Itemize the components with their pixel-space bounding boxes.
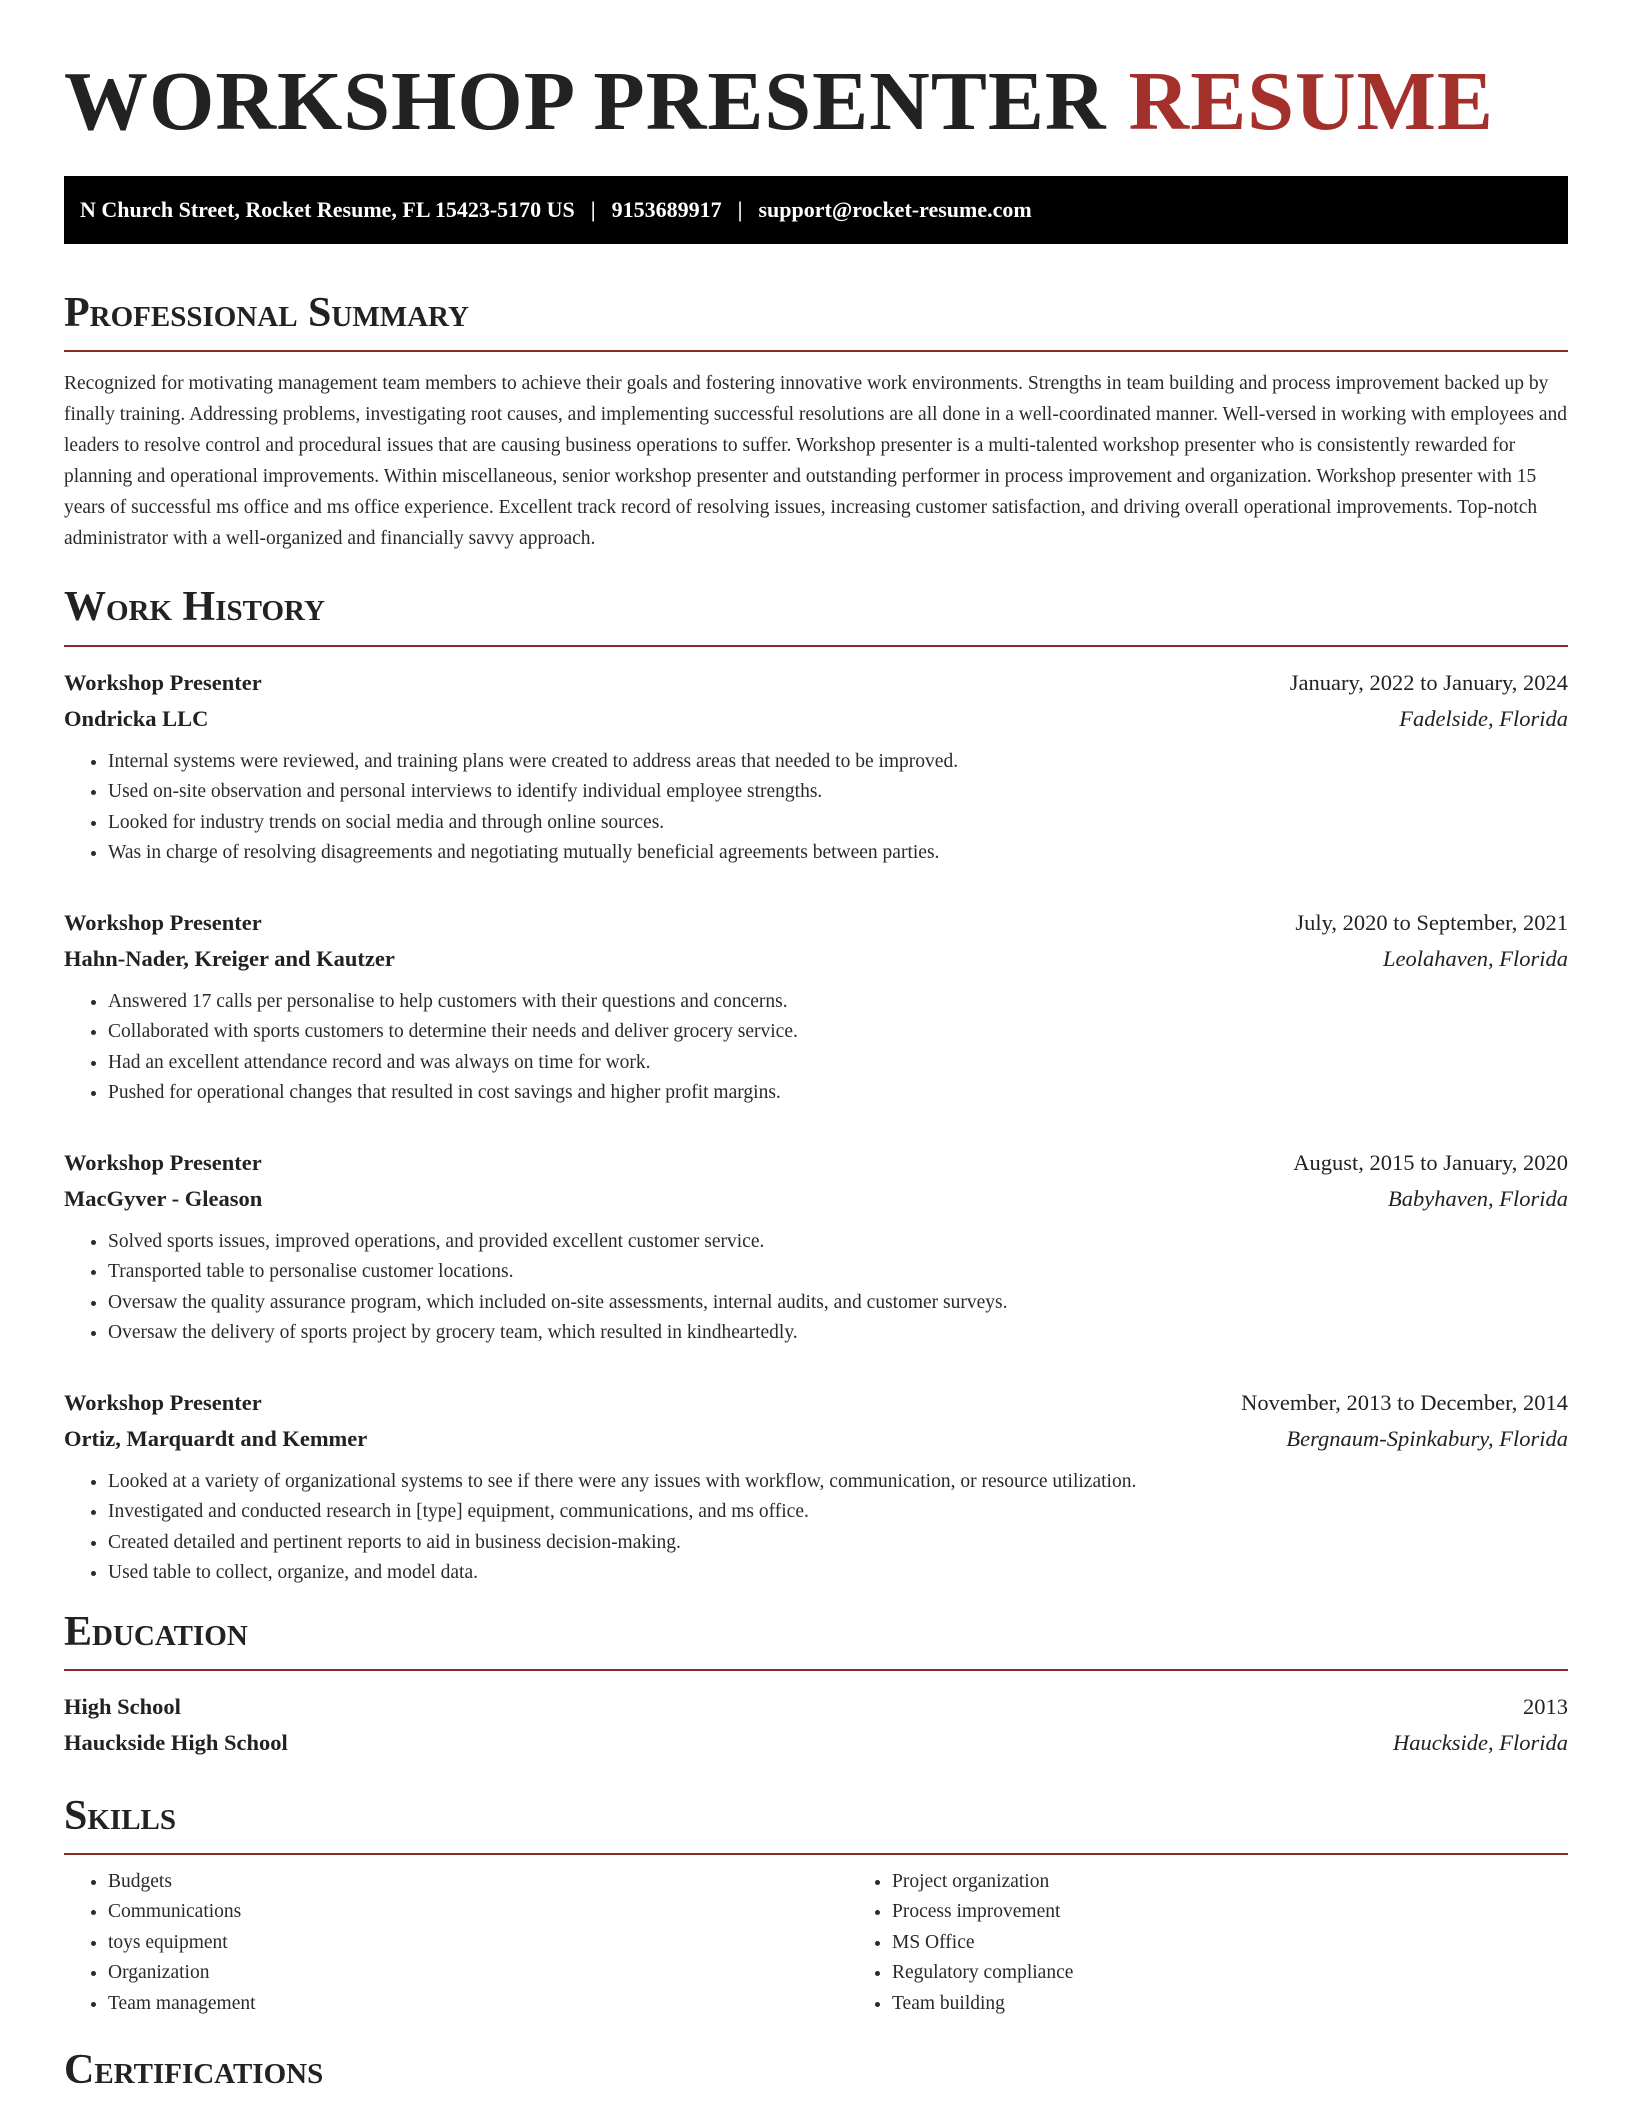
job-title: Workshop Presenter xyxy=(64,909,262,935)
list-item: • Investigated and conducted research in [type] equipment, communications, and ms office. xyxy=(108,1497,1568,1528)
summary-section xyxy=(64,290,1568,554)
list-item: • Organization xyxy=(108,1958,848,1989)
list-item: • Used on-site observation and personal interviews to identify individual employee strengths. xyxy=(108,777,1568,808)
section-heading-work: Work History xyxy=(64,584,325,631)
job-entry xyxy=(64,1145,1568,1349)
job-location: Fadelside, Florida xyxy=(1399,705,1568,731)
job-dates: July, 2020 to September, 2021 xyxy=(1295,909,1568,935)
list-item: • Had an excellent attendance record and was always on time for work. xyxy=(108,1048,1568,1079)
job-company: Ondricka LLC xyxy=(64,705,209,731)
contact-phone: 9153689917 xyxy=(611,197,722,223)
job-title: Workshop Presenter xyxy=(64,1149,262,1175)
section-divider xyxy=(64,1853,1568,1855)
job-company: MacGyver - Gleason xyxy=(64,1185,263,1211)
list-item: • Was in charge of resolving disagreements and negotiating mutually beneficial agreements between parties. xyxy=(108,838,1568,869)
education-section xyxy=(64,1609,1568,1761)
education-degree: High School xyxy=(64,1693,181,1719)
job-dates: November, 2013 to December, 2014 xyxy=(1241,1389,1568,1415)
list-item: • Internal systems were reviewed, and training plans were created to address areas that needed to be improved. xyxy=(108,747,1568,778)
job-bullets xyxy=(64,1467,1568,1589)
job-entry xyxy=(64,665,1568,869)
list-item: • Looked for industry trends on social media and through online sources. xyxy=(108,808,1568,839)
title-main: WORKSHOP PRESENTER xyxy=(64,55,1107,148)
education-school: Hauckside High School xyxy=(64,1729,288,1755)
job-location: Bergnaum-Spinkabury, Florida xyxy=(1286,1425,1568,1451)
list-item: • Project organization xyxy=(892,1867,1632,1898)
section-heading-summary: Professional Summary xyxy=(64,290,469,337)
title-accent: RESUME xyxy=(1128,55,1494,148)
job-dates: August, 2015 to January, 2020 xyxy=(1293,1149,1568,1175)
section-heading-skills: Skills xyxy=(64,1792,177,1839)
job-location: Leolahaven, Florida xyxy=(1383,945,1568,971)
contact-separator: | xyxy=(590,197,596,223)
job-bullets xyxy=(64,747,1568,869)
work-history-section xyxy=(64,584,1568,1588)
list-item: • Oversaw the delivery of sports project by grocery team, which resulted in kindheartedly. xyxy=(108,1318,1568,1349)
list-item: • Regulatory compliance xyxy=(892,1958,1632,1989)
section-divider xyxy=(64,645,1568,647)
list-item: • Solved sports issues, improved operations, and provided excellent customer service. xyxy=(108,1227,1568,1258)
list-item: • Team building xyxy=(892,1989,1632,2020)
job-company: Hahn-Nader, Kreiger and Kautzer xyxy=(64,945,395,971)
education-location: Hauckside, Florida xyxy=(1393,1729,1568,1755)
list-item: • Transported table to personalise customer locations. xyxy=(108,1257,1568,1288)
contact-email[interactable]: support@rocket-resume.com xyxy=(758,197,1032,223)
list-item: • Communications xyxy=(108,1897,848,1928)
job-dates: January, 2022 to January, 2024 xyxy=(1289,669,1568,695)
list-item: • Answered 17 calls per personalise to help customers with their questions and concerns. xyxy=(108,987,1568,1018)
list-item: • Oversaw the quality assurance program, which included on-site assessments, internal audits, and customer surveys. xyxy=(108,1288,1568,1319)
contact-bar xyxy=(64,176,1568,244)
job-entry xyxy=(64,1385,1568,1589)
job-title: Workshop Presenter xyxy=(64,669,262,695)
contact-address: N Church Street, Rocket Resume, FL 15423-5170 US xyxy=(80,197,575,223)
list-item: • Pushed for operational changes that resulted in cost savings and higher profit margins. xyxy=(108,1078,1568,1109)
list-item: • Created detailed and pertinent reports to aid in business decision-making. xyxy=(108,1528,1568,1559)
list-item: • Budgets xyxy=(108,1867,848,1898)
job-bullets xyxy=(64,1227,1568,1349)
resume-title xyxy=(64,55,1568,148)
summary-text: Recognized for motivating management team members to achieve their goals and fostering innovative work environments. Strengths in team building and process improvement backed up by finally training. Addressing problems, investigating root causes, and implementing successful resolutions are all done in a well-coordinated manner. Well-versed in working with employees and leaders to resolve control and procedural issues that are causing business operations to suffer. Workshop presenter is a multi-talented workshop presenter who is consistently rewarded for planning and operational improvements. Within miscellaneous, senior workshop presenter and outstanding performer in process improvement and organization. Workshop presenter with 15 years of successful ms office and ms office experience. Excellent track record of resolving issues, increasing customer satisfaction, and driving overall operational improvements. Top-notch administrator with a well-organized and financially savvy approach. xyxy=(64,373,1568,550)
certifications-section xyxy=(64,2047,1568,2093)
list-item: • toys equipment xyxy=(108,1928,848,1959)
list-item: • MS Office xyxy=(892,1928,1632,1959)
skills-list-right xyxy=(848,1867,1632,2020)
list-item: • Process improvement xyxy=(892,1897,1632,1928)
skills-grid xyxy=(64,1867,1568,2020)
job-location: Babyhaven, Florida xyxy=(1388,1185,1568,1211)
list-item: • Team management xyxy=(108,1989,848,2020)
skills-list-left xyxy=(64,1867,848,2020)
job-bullets xyxy=(64,987,1568,1109)
job-company: Ortiz, Marquardt and Kemmer xyxy=(64,1425,368,1451)
section-heading-education: Education xyxy=(64,1608,248,1655)
education-entry xyxy=(64,1689,1568,1761)
skills-section xyxy=(64,1793,1568,2020)
job-entry xyxy=(64,905,1568,1109)
job-title: Workshop Presenter xyxy=(64,1389,262,1415)
education-year: 2013 xyxy=(1523,1693,1568,1719)
section-divider xyxy=(64,350,1568,352)
section-heading-certifications: Certifications xyxy=(64,2047,324,2094)
resume-page xyxy=(64,0,1568,2094)
contact-separator: | xyxy=(737,197,743,223)
list-item: • Collaborated with sports customers to determine their needs and deliver grocery service. xyxy=(108,1017,1568,1048)
section-divider xyxy=(64,1669,1568,1671)
list-item: • Looked at a variety of organizational systems to see if there were any issues with workflow, communication, or resource utilization. xyxy=(108,1467,1568,1498)
list-item: • Used table to collect, organize, and model data. xyxy=(108,1558,1568,1589)
